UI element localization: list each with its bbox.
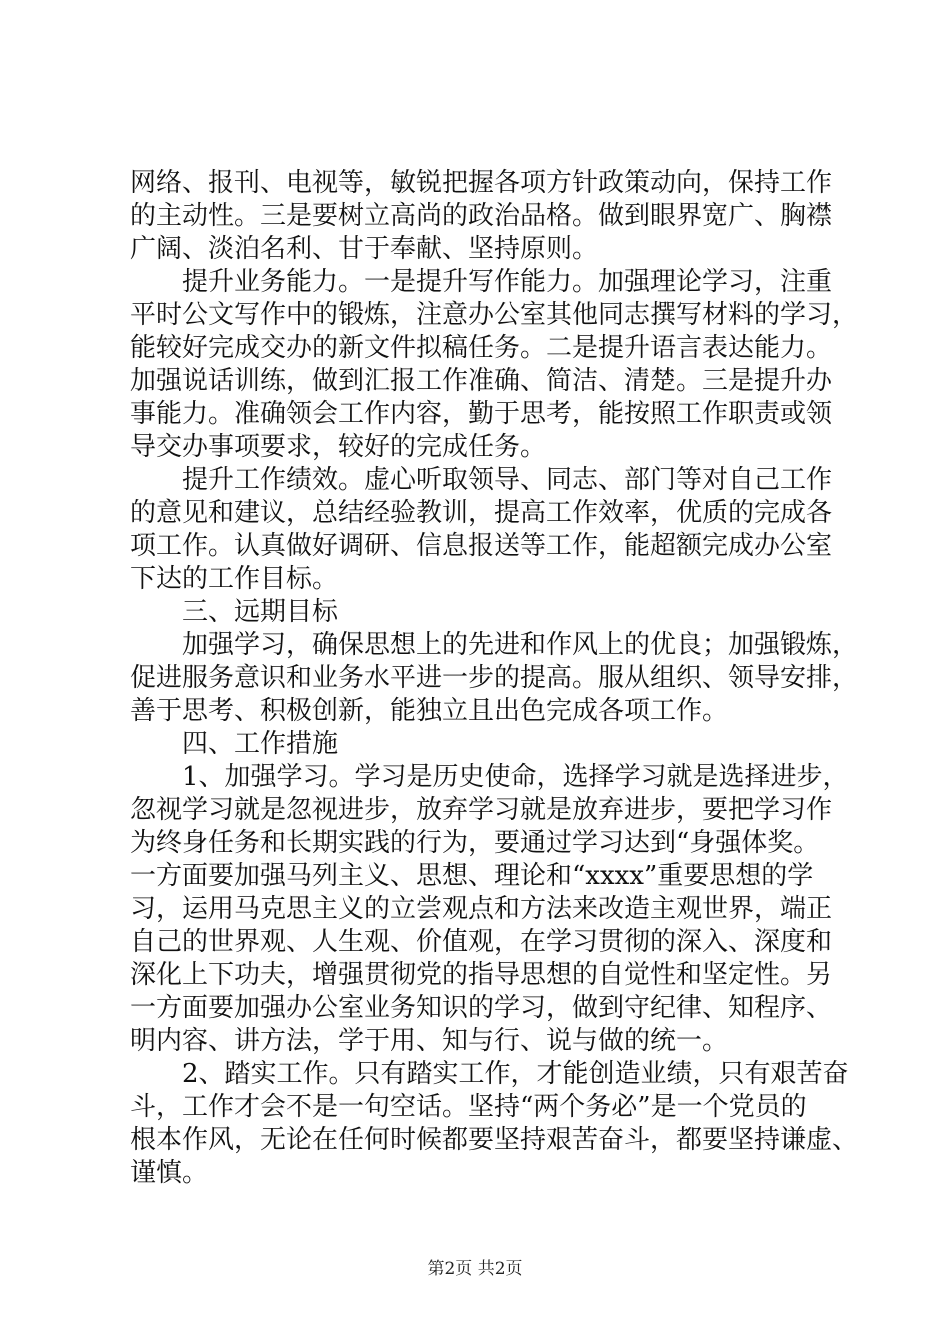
text-line: 事能力。准确领会工作内容，勤于思考，能按照工作职责或领	[130, 399, 833, 429]
page-footer	[0, 1254, 950, 1279]
text-line: 明内容、讲方法，学于用、知与行、说与做的统一。	[130, 1026, 729, 1056]
text-line: 为终身任务和长期实践的行为，要通过学习达到“身强体奖。	[130, 828, 820, 858]
text-line: 深化上下功夫，增强贯彻党的指导思想的自觉性和坚定性。另	[130, 960, 833, 990]
document-body	[130, 167, 859, 1190]
text-line: 一方面要加强马列主义、思想、理论和“xxxx”重要思想的学	[130, 861, 814, 891]
page-number-label: 第2页 共2页	[427, 1259, 523, 1279]
text-line: 项工作。认真做好调研、信息报送等工作，能超额完成办公室	[130, 531, 833, 561]
text-line: 四、工作措施	[182, 729, 339, 759]
text-line: 平时公文写作中的锻炼，注意办公室其他同志撰写材料的学习，	[130, 300, 859, 330]
text-line: 2、踏实工作。只有踏实工作，才能创造业绩，只有艰苦奋	[182, 1059, 849, 1089]
text-line: 习，运用马克思主义的立尝观点和方法来改造主观世界，端正	[130, 894, 833, 924]
text-line: 的主动性。三是要树立高尚的政治品格。做到眼界宽广、胸襟	[130, 201, 833, 231]
text-line: 提升工作绩效。虚心听取领导、同志、部门等对自己工作	[182, 465, 833, 495]
text-line: 促进服务意识和业务水平进一步的提高。服从组织、领导安排，	[130, 663, 859, 693]
text-line: 善于思考、积极创新，能独立且出色完成各项工作。	[130, 696, 729, 726]
text-line: 加强说话训练，做到汇报工作准确、简洁、清楚。三是提升办	[130, 366, 833, 396]
text-line: 网络、报刊、电视等，敏锐把握各项方针政策动向，保持工作	[130, 168, 833, 198]
text-line: 的意见和建议，总结经验教训，提高工作效率，优质的完成各	[130, 498, 833, 528]
text-line: 提升业务能力。一是提升写作能力。加强理论学习，注重	[182, 267, 833, 297]
text-line: 忽视学习就是忽视进步，放弃学习就是放弃进步，要把学习作	[130, 795, 833, 825]
text-line: 斗，工作才会不是一句空话。坚持“两个务必”是一个党员的	[130, 1092, 807, 1122]
text-line: 广阔、淡泊名利、甘于奉献、坚持原则。	[130, 234, 599, 264]
text-line: 1、加强学习。学习是历史使命，选择学习就是选择进步，	[182, 762, 849, 792]
text-line: 根本作风，无论在任何时候都要坚持艰苦奋斗，都要坚持谦虚、	[130, 1125, 859, 1155]
text-line: 三、远期目标	[182, 597, 339, 627]
text-line: 导交办事项要求，较好的完成任务。	[130, 432, 547, 462]
text-line: 谨慎。	[130, 1158, 209, 1188]
text-line: 下达的工作目标。	[130, 564, 339, 594]
text-line: 加强学习，确保思想上的先进和作风上的优良；加强锻炼，	[182, 630, 859, 660]
text-line: 自己的世界观、人生观、价值观，在学习贯彻的深入、深度和	[130, 927, 833, 957]
text-line: 能较好完成交办的新文件拟稿任务。二是提升语言表达能力。	[130, 333, 833, 363]
text-line: 一方面要加强办公室业务知识的学习，做到守纪律、知程序、	[130, 993, 833, 1023]
